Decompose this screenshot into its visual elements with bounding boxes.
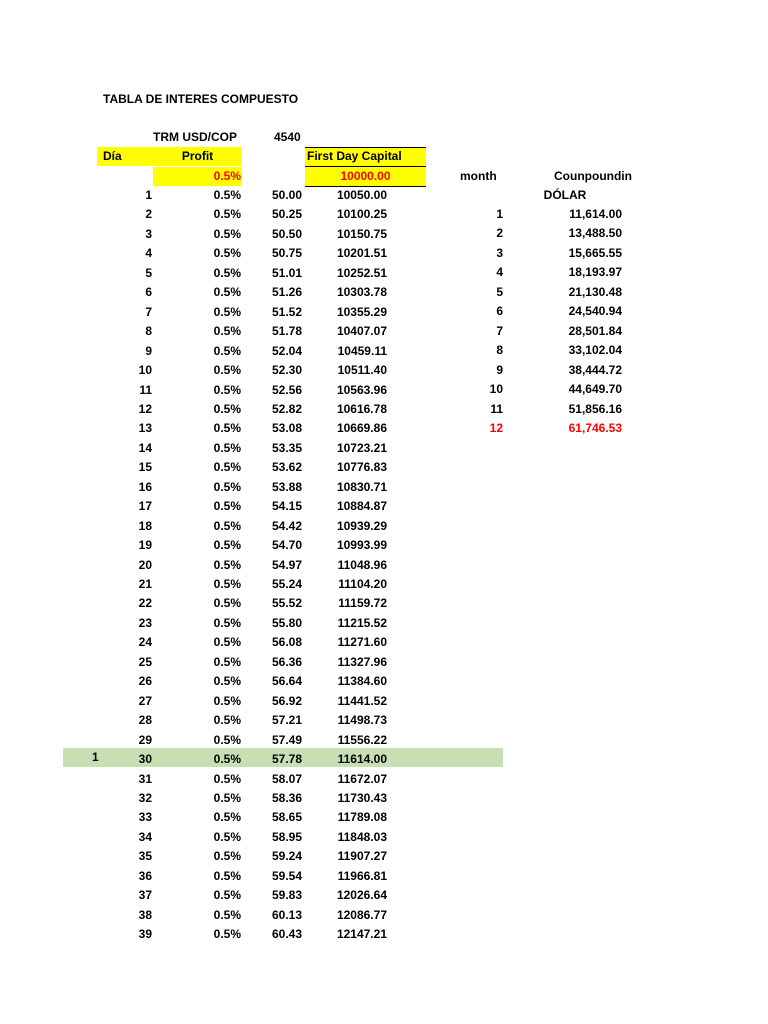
table-cell-profit: 0.5% [213, 577, 241, 591]
table-cell-day: 35 [138, 849, 152, 864]
table-cell-day: 16 [138, 479, 152, 494]
table-cell-interest: 59.24 [271, 849, 302, 864]
table-cell-profit: 0.5% [213, 829, 241, 844]
table-cell-day: 32 [138, 790, 152, 805]
table-cell-profit: 0.5% [213, 460, 241, 475]
table-cell-profit: 0.5% [213, 888, 241, 903]
table-cell-profit: 0.5% [213, 907, 241, 922]
table-cell-interest: 58.07 [271, 771, 302, 786]
table-cell-capital: 11966.81 [337, 868, 387, 883]
compounding-month: 6 [496, 304, 503, 319]
table-cell-interest: 50.75 [271, 246, 302, 261]
table-cell-profit: 0.5% [213, 304, 241, 319]
compounding-value: 61,746.53 [568, 420, 622, 435]
compounding-value: 51,856.16 [568, 401, 622, 416]
table-cell-interest: 60.43 [271, 927, 302, 942]
table-cell-profit: 0.5% [213, 927, 241, 942]
initial-capital: 10000.00 [340, 169, 391, 183]
table-cell-interest: 54.70 [271, 538, 302, 553]
dia-header: Día [103, 149, 122, 163]
table-cell-interest: 50.25 [271, 207, 302, 222]
compounding-month: 9 [496, 362, 503, 377]
table-cell-day: 30 [138, 752, 152, 767]
table-cell-interest: 51.78 [271, 324, 302, 339]
compounding-month: 4 [496, 265, 503, 280]
table-cell-profit: 0.5% [213, 596, 241, 611]
table-cell-capital: 12147.21 [336, 927, 387, 942]
compounding-month: 10 [489, 382, 503, 397]
table-cell-capital: 11215.52 [337, 615, 387, 630]
table-cell-interest: 54.97 [271, 557, 302, 572]
table-cell-capital: 10511.40 [337, 363, 387, 378]
table-cell-day: 6 [145, 285, 152, 300]
dolar-header: DÓLAR [543, 188, 587, 202]
table-cell-interest: 56.92 [271, 693, 302, 708]
table-cell-day: 29 [138, 732, 152, 747]
table-cell-capital: 10355.29 [336, 304, 387, 319]
table-cell-day: 31 [138, 771, 152, 786]
table-cell-day: 28 [138, 713, 152, 728]
table-cell-profit: 0.5% [213, 188, 241, 202]
trm-value: 4540 [274, 130, 301, 144]
table-cell-capital: 11907.27 [337, 849, 387, 864]
compounding-value: 24,540.94 [568, 304, 622, 319]
compounding-value: 38,444.72 [568, 362, 622, 377]
table-cell-profit: 0.5% [213, 771, 241, 786]
table-cell-profit: 0.5% [213, 324, 241, 339]
table-cell-capital: 10100.25 [336, 207, 387, 222]
table-cell-profit: 0.5% [213, 382, 241, 397]
table-cell-interest: 56.64 [271, 674, 302, 689]
table-cell-day: 14 [138, 440, 152, 455]
table-cell-capital: 11556.22 [337, 732, 387, 747]
compounding-month: 12 [489, 420, 503, 435]
table-cell-capital: 11384.60 [337, 674, 387, 689]
table-cell-day: 4 [145, 246, 152, 261]
table-cell-day: 37 [138, 888, 152, 903]
table-cell-interest: 55.24 [271, 577, 302, 591]
compounding-value: 11,614.00 [569, 207, 622, 221]
table-cell-day: 36 [138, 868, 152, 883]
table-cell-profit: 0.5% [213, 479, 241, 494]
table-cell-interest: 52.56 [271, 382, 302, 397]
table-cell-capital: 11048.96 [337, 557, 387, 572]
table-cell-day: 15 [138, 460, 152, 475]
table-cell-interest: 54.15 [271, 499, 302, 514]
table-cell-profit: 0.5% [213, 343, 241, 358]
table-cell-capital: 10993.99 [336, 538, 387, 553]
table-cell-profit: 0.5% [213, 732, 241, 747]
month-header: month [460, 169, 497, 183]
table-cell-profit: 0.5% [213, 440, 241, 455]
table-cell-day: 2 [145, 207, 152, 222]
table-cell-day: 18 [138, 518, 152, 533]
compounding-value: 44,649.70 [568, 382, 622, 397]
table-cell-profit: 0.5% [213, 635, 241, 650]
compounding-month: 11 [490, 401, 503, 416]
table-cell-interest: 53.35 [271, 440, 302, 455]
table-cell-capital: 12086.77 [336, 907, 387, 922]
table-cell-profit: 0.5% [213, 810, 241, 825]
table-cell-capital: 10939.29 [336, 518, 387, 533]
table-cell-interest: 55.80 [271, 615, 302, 630]
table-cell-capital: 11848.03 [337, 829, 387, 844]
compounding-month: 1 [496, 207, 503, 221]
table-cell-profit: 0.5% [213, 674, 241, 689]
compounding-value: 21,130.48 [568, 284, 622, 299]
compounding-value: 18,193.97 [568, 265, 622, 280]
compounding-value: 28,501.84 [568, 323, 622, 338]
table-cell-interest: 51.26 [271, 285, 302, 300]
compounding-month: 5 [496, 284, 503, 299]
table-cell-capital: 11789.08 [337, 810, 387, 825]
table-cell-capital: 10459.11 [337, 343, 387, 358]
table-cell-capital: 10303.78 [336, 285, 387, 300]
table-cell-capital: 11441.52 [337, 693, 387, 708]
table-cell-day: 11 [139, 382, 152, 397]
table-cell-interest: 55.52 [271, 596, 302, 611]
compounding-month: 2 [496, 226, 503, 241]
table-cell-capital: 11498.73 [337, 713, 387, 728]
table-cell-interest: 53.62 [271, 460, 302, 475]
table-cell-day: 8 [145, 324, 152, 339]
table-cell-profit: 0.5% [213, 518, 241, 533]
table-cell-day: 20 [138, 557, 152, 572]
table-cell-interest: 58.65 [271, 810, 302, 825]
table-cell-capital: 11104.20 [338, 577, 387, 591]
compounding-value: 13,488.50 [568, 226, 622, 241]
table-cell-day: 26 [138, 674, 152, 689]
table-cell-capital: 11730.43 [337, 790, 387, 805]
table-cell-profit: 0.5% [213, 207, 241, 222]
table-cell-capital: 11327.96 [337, 654, 387, 669]
table-cell-capital: 10201.51 [336, 246, 387, 261]
table-cell-capital: 11159.72 [338, 596, 387, 611]
initial-profit: 0.5% [213, 169, 241, 183]
trm-label: TRM USD/COP [153, 130, 237, 144]
table-cell-day: 10 [138, 363, 152, 378]
table-cell-interest: 58.36 [271, 790, 302, 805]
table-cell-profit: 0.5% [213, 421, 241, 436]
table-cell-profit: 0.5% [213, 401, 241, 416]
table-cell-profit: 0.5% [213, 713, 241, 728]
table-cell-capital: 10563.96 [336, 382, 387, 397]
table-cell-day: 21 [138, 577, 152, 591]
table-cell-interest: 59.83 [271, 888, 302, 903]
table-cell-profit: 0.5% [213, 285, 241, 300]
table-cell-interest: 57.21 [271, 713, 302, 728]
table-cell-profit: 0.5% [213, 752, 241, 767]
table-cell-profit: 0.5% [213, 654, 241, 669]
table-cell-day: 23 [138, 615, 152, 630]
table-cell-day: 39 [138, 927, 152, 942]
table-cell-interest: 52.82 [271, 401, 302, 416]
table-cell-interest: 58.95 [271, 829, 302, 844]
table-cell-capital: 10776.83 [336, 460, 387, 475]
table-cell-capital: 10407.07 [336, 324, 387, 339]
table-cell-profit: 0.5% [213, 868, 241, 883]
table-cell-profit: 0.5% [213, 693, 241, 708]
table-cell-profit: 0.5% [213, 226, 241, 241]
table-cell-capital: 10252.51 [336, 265, 387, 280]
table-cell-capital: 10723.21 [336, 440, 387, 455]
table-cell-interest: 57.49 [271, 732, 302, 747]
table-cell-profit: 0.5% [213, 849, 241, 864]
table-cell-day: 33 [138, 810, 152, 825]
table-cell-capital: 12026.64 [336, 888, 387, 903]
table-cell-day: 9 [145, 343, 152, 358]
table-cell-day: 19 [138, 538, 152, 553]
table-cell-interest: 56.08 [271, 635, 302, 650]
table-cell-day: 34 [138, 829, 152, 844]
table-cell-day: 1 [145, 188, 152, 202]
table-cell-day: 24 [138, 635, 152, 650]
table-cell-interest: 50.00 [271, 188, 302, 202]
table-cell-day: 38 [138, 907, 152, 922]
table-cell-day: 5 [145, 265, 152, 280]
table-cell-interest: 54.42 [271, 518, 302, 533]
table-cell-interest: 53.88 [271, 479, 302, 494]
table-cell-day: 25 [138, 654, 152, 669]
table-cell-capital: 10669.86 [336, 421, 387, 436]
table-cell-profit: 0.5% [213, 265, 241, 280]
capital-header: First Day Capital [307, 149, 402, 163]
compounding-month: 8 [496, 343, 503, 358]
compounding-month: 7 [496, 323, 503, 338]
table-cell-profit: 0.5% [213, 363, 241, 378]
compounding-month: 3 [496, 245, 503, 260]
table-cell-interest: 52.04 [271, 343, 302, 358]
table-cell-day: 17 [138, 499, 152, 514]
table-cell-day: 22 [138, 596, 152, 611]
table-cell-capital: 11672.07 [337, 771, 387, 786]
table-cell-interest: 53.08 [271, 421, 302, 436]
table-cell-capital: 11614.00 [337, 752, 387, 767]
table-cell-capital: 10150.75 [336, 226, 387, 241]
table-cell-interest: 52.30 [271, 363, 302, 378]
table-cell-capital: 10884.87 [336, 499, 387, 514]
table-cell-capital: 10616.78 [336, 401, 387, 416]
compounding-value: 15,665.55 [568, 245, 622, 260]
table-cell-profit: 0.5% [213, 557, 241, 572]
sheet-title: TABLA DE INTERES COMPUESTO [103, 92, 299, 106]
table-cell-interest: 59.54 [271, 868, 302, 883]
highlight-month-label: 1 [92, 750, 99, 764]
compounding-header: Counpoundin [554, 169, 632, 183]
table-cell-capital: 11271.60 [337, 635, 387, 650]
table-cell-interest: 51.01 [271, 265, 302, 280]
compounding-value: 33,102.04 [568, 343, 622, 358]
table-cell-profit: 0.5% [213, 615, 241, 630]
table-cell-capital: 10830.71 [336, 479, 387, 494]
table-cell-day: 7 [145, 304, 152, 319]
table-cell-interest: 50.50 [271, 226, 302, 241]
table-cell-day: 13 [138, 421, 152, 436]
table-cell-profit: 0.5% [213, 790, 241, 805]
table-cell-profit: 0.5% [213, 538, 241, 553]
table-cell-day: 12 [138, 401, 152, 416]
table-cell-interest: 56.36 [271, 654, 302, 669]
table-cell-day: 3 [145, 226, 152, 241]
table-cell-profit: 0.5% [213, 499, 241, 514]
table-cell-interest: 57.78 [271, 752, 302, 767]
table-cell-interest: 51.52 [271, 304, 302, 319]
table-cell-day: 27 [138, 693, 152, 708]
table-cell-capital: 10050.00 [336, 188, 387, 202]
table-cell-profit: 0.5% [213, 246, 241, 261]
table-cell-interest: 60.13 [271, 907, 302, 922]
profit-header: Profit [181, 149, 214, 163]
